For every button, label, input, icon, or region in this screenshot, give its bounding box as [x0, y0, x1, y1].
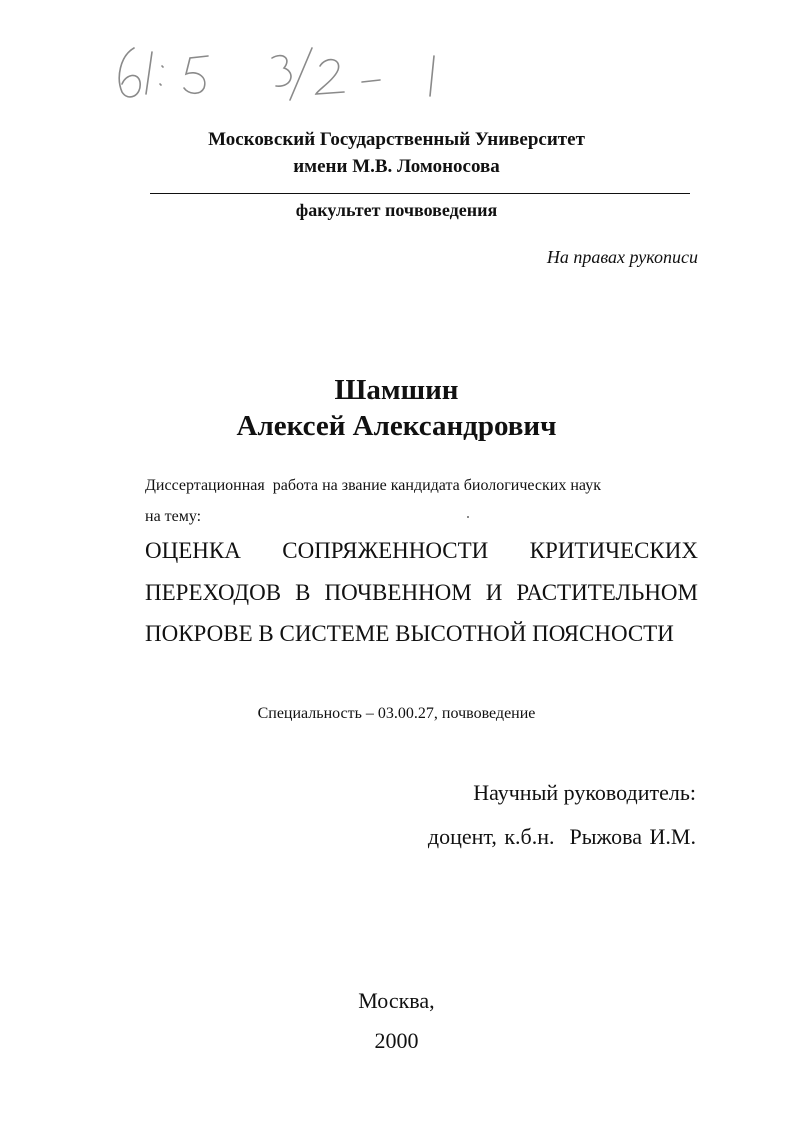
handwritten-note-text: 61:5/2-1: [112, 36, 116, 37]
supervisor-label: Научный руководитель:: [473, 780, 696, 805]
handwritten-archive-note: [112, 36, 472, 106]
header-divider: [150, 193, 690, 194]
manuscript-rights-note: На правах рукописи: [546, 247, 698, 267]
dissertation-title-line-2: ПЕРЕХОДОВ В ПОЧВЕННОМ И РАСТИТЕЛЬНОМ: [145, 580, 698, 605]
dissertation-title-line-1: ОЦЕНКА СОПРЯЖЕННОСТИ КРИТИЧЕСКИХ: [145, 538, 698, 563]
dissertation-topic-label: на тему:: [145, 508, 202, 525]
specialty: Специальность – 03.00.27, почвоведение: [257, 705, 536, 722]
supervisor-name: доцент, к.б.н. Рыжова И.М.: [427, 824, 696, 849]
dissertation-description: Диссертационная работа на звание кандидата биологических наук: [145, 477, 601, 494]
scan-speck: [467, 516, 469, 518]
place: Москва,: [358, 988, 435, 1013]
university-line-1: Московский Государственный Университет: [208, 129, 585, 150]
university-line-2: имени М.В. Ломоносова: [293, 156, 500, 177]
dissertation-title-line-3: ПОКРОВЕ В СИСТЕМЕ ВЫСОТНОЙ ПОЯСНОСТИ: [145, 621, 674, 646]
author-surname: Шамшин: [334, 374, 459, 406]
faculty-name: факультет почвоведения: [295, 200, 498, 220]
author-name: [0, 372, 793, 444]
author-given-names: Алексей Александрович: [236, 410, 557, 442]
year: 2000: [374, 1028, 419, 1053]
university-name: [0, 126, 793, 180]
